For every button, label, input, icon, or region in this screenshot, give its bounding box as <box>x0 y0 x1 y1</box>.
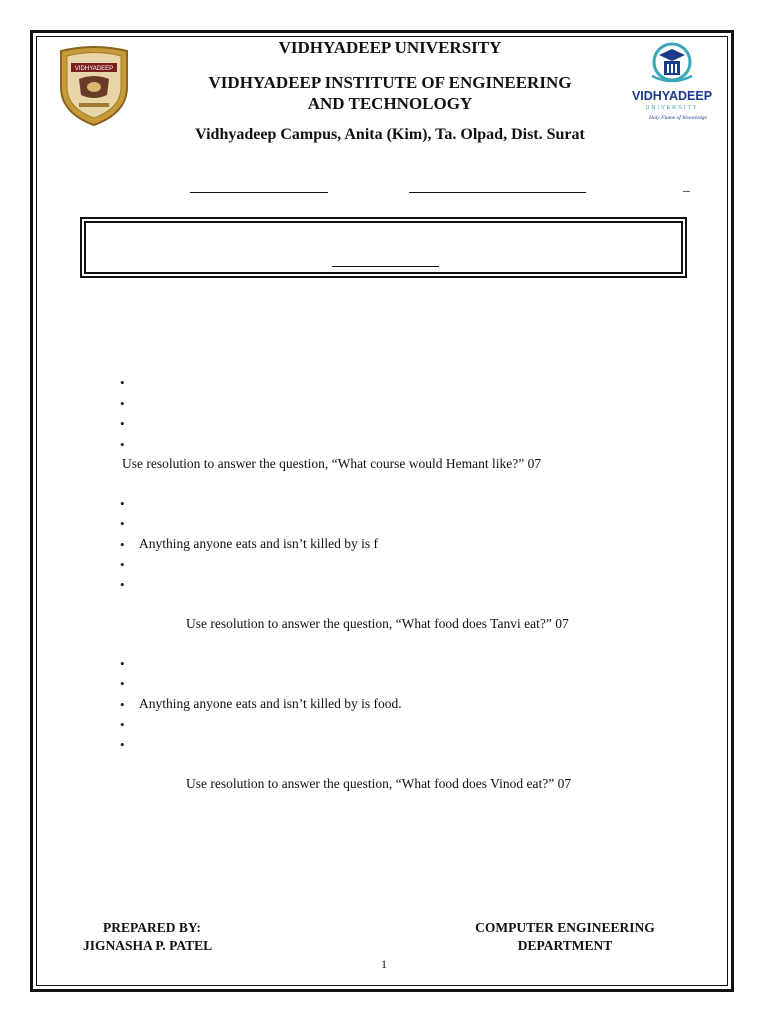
q3-bullet-5: • <box>120 737 125 752</box>
page-number: 1 <box>381 957 387 971</box>
q3-bullet-text-3: Anything anyone eats and isn’t killed by is food. <box>139 696 402 711</box>
vidhyadeep-logo <box>626 40 718 124</box>
department-line1: COMPUTER ENGINEERING <box>475 920 655 935</box>
q2-bullet-5: • <box>120 577 125 592</box>
q2-prompt: Use resolution to answer the question, “What food does Tanvi eat?” 07 <box>186 616 569 631</box>
q3-bullet-1: • <box>120 656 125 671</box>
q1-bullet-1: • <box>120 375 125 390</box>
university-name: VIDHYADEEP UNIVERSITY <box>278 38 502 57</box>
q3-bullet-2: • <box>120 676 125 691</box>
blank-line-1 <box>190 192 328 193</box>
prepared-by-name: JIGNASHA P. PATEL <box>83 938 213 953</box>
campus-address: Vidhyadeep Campus, Anita (Kim), Ta. Olpad, Dist. Surat <box>195 126 585 143</box>
q2-bullet-text-3: Anything anyone eats and isn’t killed by is f <box>139 536 378 551</box>
q1-prompt: Use resolution to answer the question, “What course would Hemant like?” 07 <box>122 456 542 471</box>
q3-bullet-3: • <box>120 697 125 712</box>
q2-bullet-4: • <box>120 557 125 572</box>
svg-text:Holy Flame of Knowledge: Holy Flame of Knowledge <box>649 115 707 121</box>
institute-name-line1: VIDHYADEEP INSTITUTE OF ENGINEERING <box>208 73 572 92</box>
institute-name <box>120 72 660 114</box>
title-underline <box>332 266 439 267</box>
q2-bullet-2: • <box>120 516 125 531</box>
prepared-by-label: PREPARED BY: <box>103 920 201 935</box>
svg-text:VIDHYADEEP: VIDHYADEEP <box>74 66 114 72</box>
svg-text:UNIVERSITY: UNIVERSITY <box>645 105 699 111</box>
q1-bullet-3: • <box>120 416 125 431</box>
q3-prompt: Use resolution to answer the question, “What food does Vinod eat?” 07 <box>186 776 572 791</box>
department-line2: DEPARTMENT <box>517 938 613 953</box>
svg-text:VIDHYADEEP: VIDHYADEEP <box>631 89 713 103</box>
institute-name-line2: AND TECHNOLOGY <box>307 94 473 113</box>
q1-bullet-4: • <box>120 437 125 452</box>
blank-line-2 <box>409 192 586 193</box>
trailing-dash: _ <box>683 178 690 193</box>
q2-bullet-3: • <box>120 537 125 552</box>
q2-bullet-1: • <box>120 496 125 511</box>
page-inner-border <box>36 36 728 986</box>
q1-bullet-2: • <box>120 396 125 411</box>
q3-bullet-4: • <box>120 717 125 732</box>
